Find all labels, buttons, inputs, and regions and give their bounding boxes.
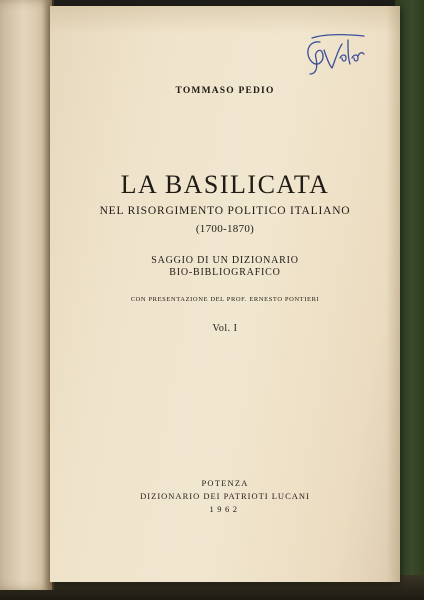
author-name: TOMMASO PEDIO [175, 86, 275, 96]
handwritten-signature [298, 28, 368, 78]
volume-number: Vol. I [212, 323, 238, 334]
book-title: LA BASILICATA [120, 170, 330, 199]
publisher-name: DIZIONARIO DEI PATRIOTI LUCANI [140, 491, 310, 501]
publication-year: 1962 [209, 504, 241, 514]
publication-city: POTENZA [201, 478, 249, 488]
essay-title-line-2: BIO-BIBLIOGRAFICO [169, 267, 281, 278]
presentation-credit: CON PRESENTAZIONE DEL PROF. ERNESTO PONTIERI [130, 296, 320, 303]
book-subtitle: NEL RISORGIMENTO POLITICO ITALIANO [99, 205, 351, 217]
year-range: (1700-1870) [195, 223, 255, 235]
essay-title-line-1: SAGGIO DI UN DIZIONARIO [151, 255, 299, 266]
